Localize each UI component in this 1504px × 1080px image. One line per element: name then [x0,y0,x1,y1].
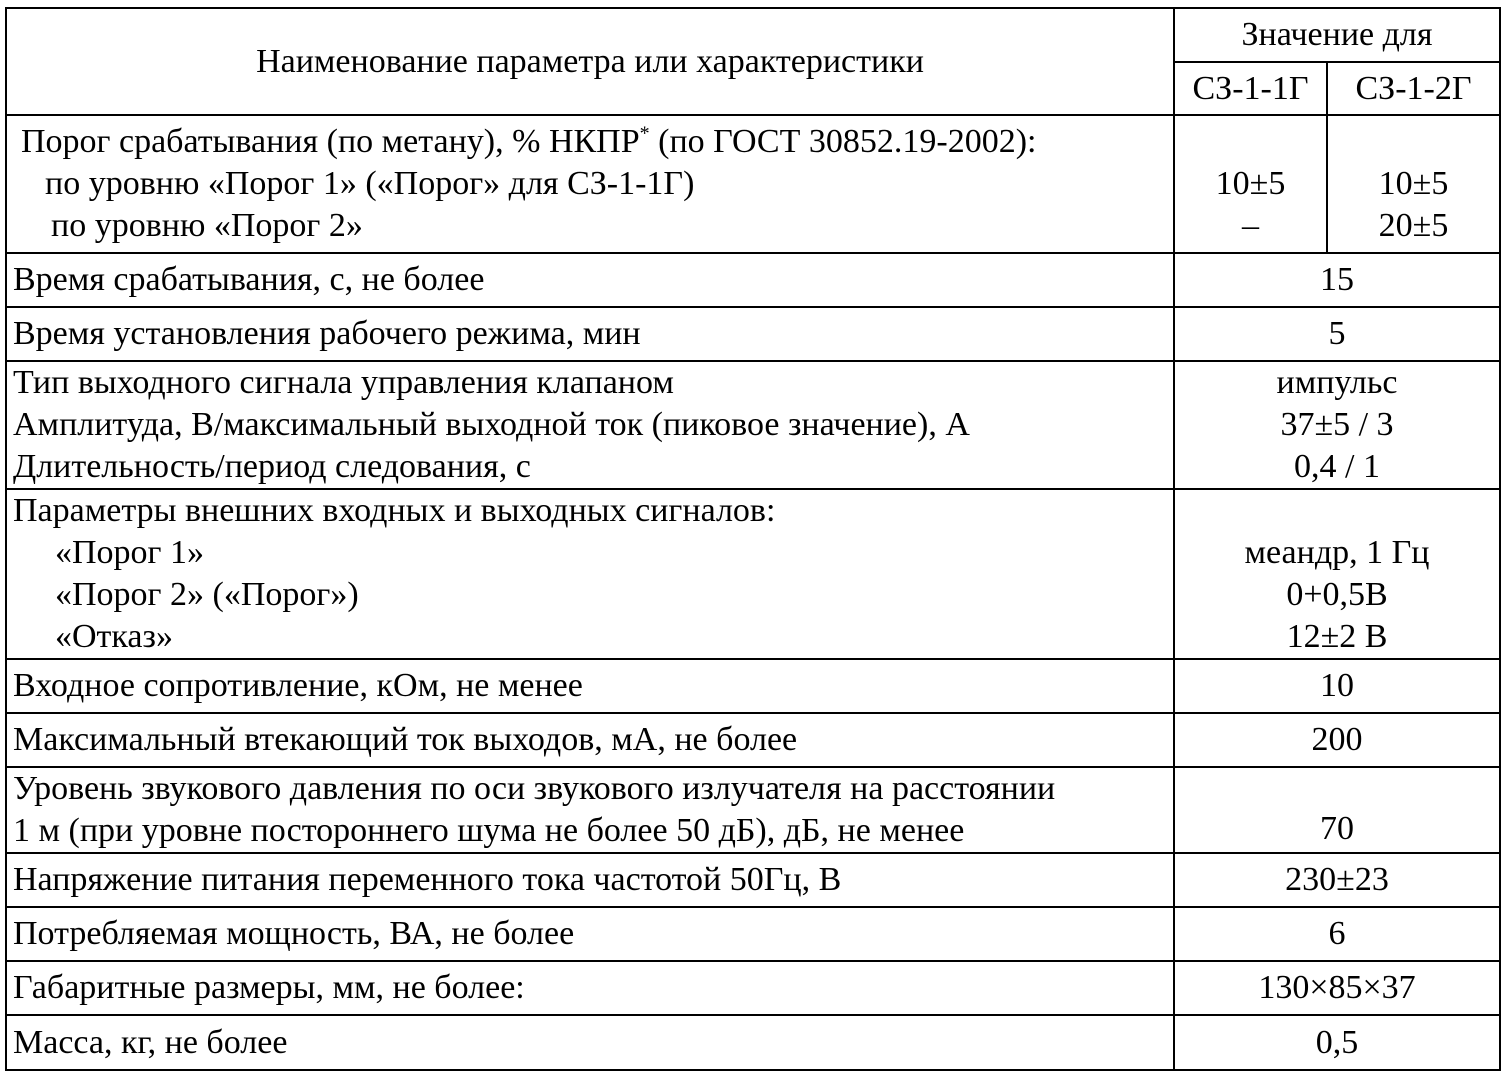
input-resistance-label: Входное сопротивление, кОм, не менее [6,659,1174,713]
spec-table [5,7,1501,1071]
threshold-model2-values [1327,115,1500,253]
table-row [6,659,1500,713]
table-row [6,1015,1500,1070]
io-signal-threshold2-value: 0+0,5В [1286,576,1388,613]
header-model-2: СЗ-1-2Г [1327,62,1500,115]
threshold-label [6,115,1174,253]
valve-signal-type-value: импульс [1276,364,1398,401]
valve-signal-amplitude-label: Амплитуда, В/максимальный выходной ток (пиковое значение), А [13,406,970,443]
sound-level-labels [6,767,1174,853]
valve-signal-values [1174,361,1500,489]
supply-voltage-value: 230±23 [1174,853,1500,907]
max-current-value: 200 [1174,713,1500,767]
valve-signal-labels [6,361,1174,489]
io-signal-failure-label: «Отказ» [55,618,173,655]
warmup-time-label: Время установления рабочего режима, мин [6,307,1174,361]
valve-signal-amplitude-value: 37±5 / 3 [1280,406,1394,443]
table-row [6,961,1500,1015]
threshold-m1-level2: – [1242,207,1259,244]
table-row [6,907,1500,961]
mass-label: Масса, кг, не более [6,1015,1174,1070]
max-current-label: Максимальный втекающий ток выходов, мА, не более [6,713,1174,767]
header-value-group: Значение для [1174,8,1500,62]
header-model-1: СЗ-1-1Г [1174,62,1327,115]
dimensions-label: Габаритные размеры, мм, не более: [6,961,1174,1015]
table-row [6,853,1500,907]
io-signals-values [1174,489,1500,659]
threshold-m2-level1: 10±5 [1378,165,1449,202]
response-time-label: Время срабатывания, с, не более [6,253,1174,307]
warmup-time-value: 5 [1174,307,1500,361]
threshold-level1-label: по уровню «Порог 1» («Порог» для СЗ-1-1Г) [45,165,695,202]
threshold-model1-values [1174,115,1327,253]
io-signals-title: Параметры внешних входных и выходных сигналов: [13,492,776,529]
io-signal-threshold1-label: «Порог 1» [55,534,204,571]
dimensions-value: 130×85×37 [1174,961,1500,1015]
input-resistance-value: 10 [1174,659,1500,713]
header-name: Наименование параметра или характеристики [6,8,1174,115]
sound-level-label-line2: 1 м (при уровне постороннего шума не более 50 дБ), дБ, не менее [13,812,965,849]
valve-signal-type-label: Тип выходного сигнала управления клапаном [13,364,674,401]
supply-voltage-label: Напряжение питания переменного тока частотой 50Гц, В [6,853,1174,907]
power-label: Потребляемая мощность, ВА, не более [6,907,1174,961]
response-time-value: 15 [1174,253,1500,307]
power-value: 6 [1174,907,1500,961]
table-row [6,253,1500,307]
table-row-threshold [6,115,1500,253]
sound-level-label-line1: Уровень звукового давления по оси звукового излучателя на расстоянии [13,770,1056,807]
io-signal-failure-value: 12±2 В [1286,618,1388,655]
valve-signal-duration-value: 0,4 / 1 [1294,448,1380,485]
table-row [6,307,1500,361]
table-row-sound-level [6,767,1500,853]
table-row [6,713,1500,767]
threshold-title: Порог срабатывания (по метану), % НКПР* (по ГОСТ 30852.19-2002): [21,122,1037,160]
mass-value: 0,5 [1174,1015,1500,1070]
io-signal-threshold1-value: меандр, 1 Гц [1244,534,1430,571]
sound-level-value: 70 [1174,767,1500,853]
table-row-valve-signal [6,361,1500,489]
footnote-mark: * [639,122,650,145]
threshold-m1-level1: 10±5 [1215,165,1286,202]
io-signals-labels [6,489,1174,659]
header-row [6,8,1500,62]
table-row-io-signals [6,489,1500,659]
threshold-m2-level2: 20±5 [1378,207,1449,244]
io-signal-threshold2-label: «Порог 2» («Порог») [55,576,359,613]
valve-signal-duration-label: Длительность/период следования, с [13,448,531,485]
threshold-level2-label: по уровню «Порог 2» [51,207,363,244]
